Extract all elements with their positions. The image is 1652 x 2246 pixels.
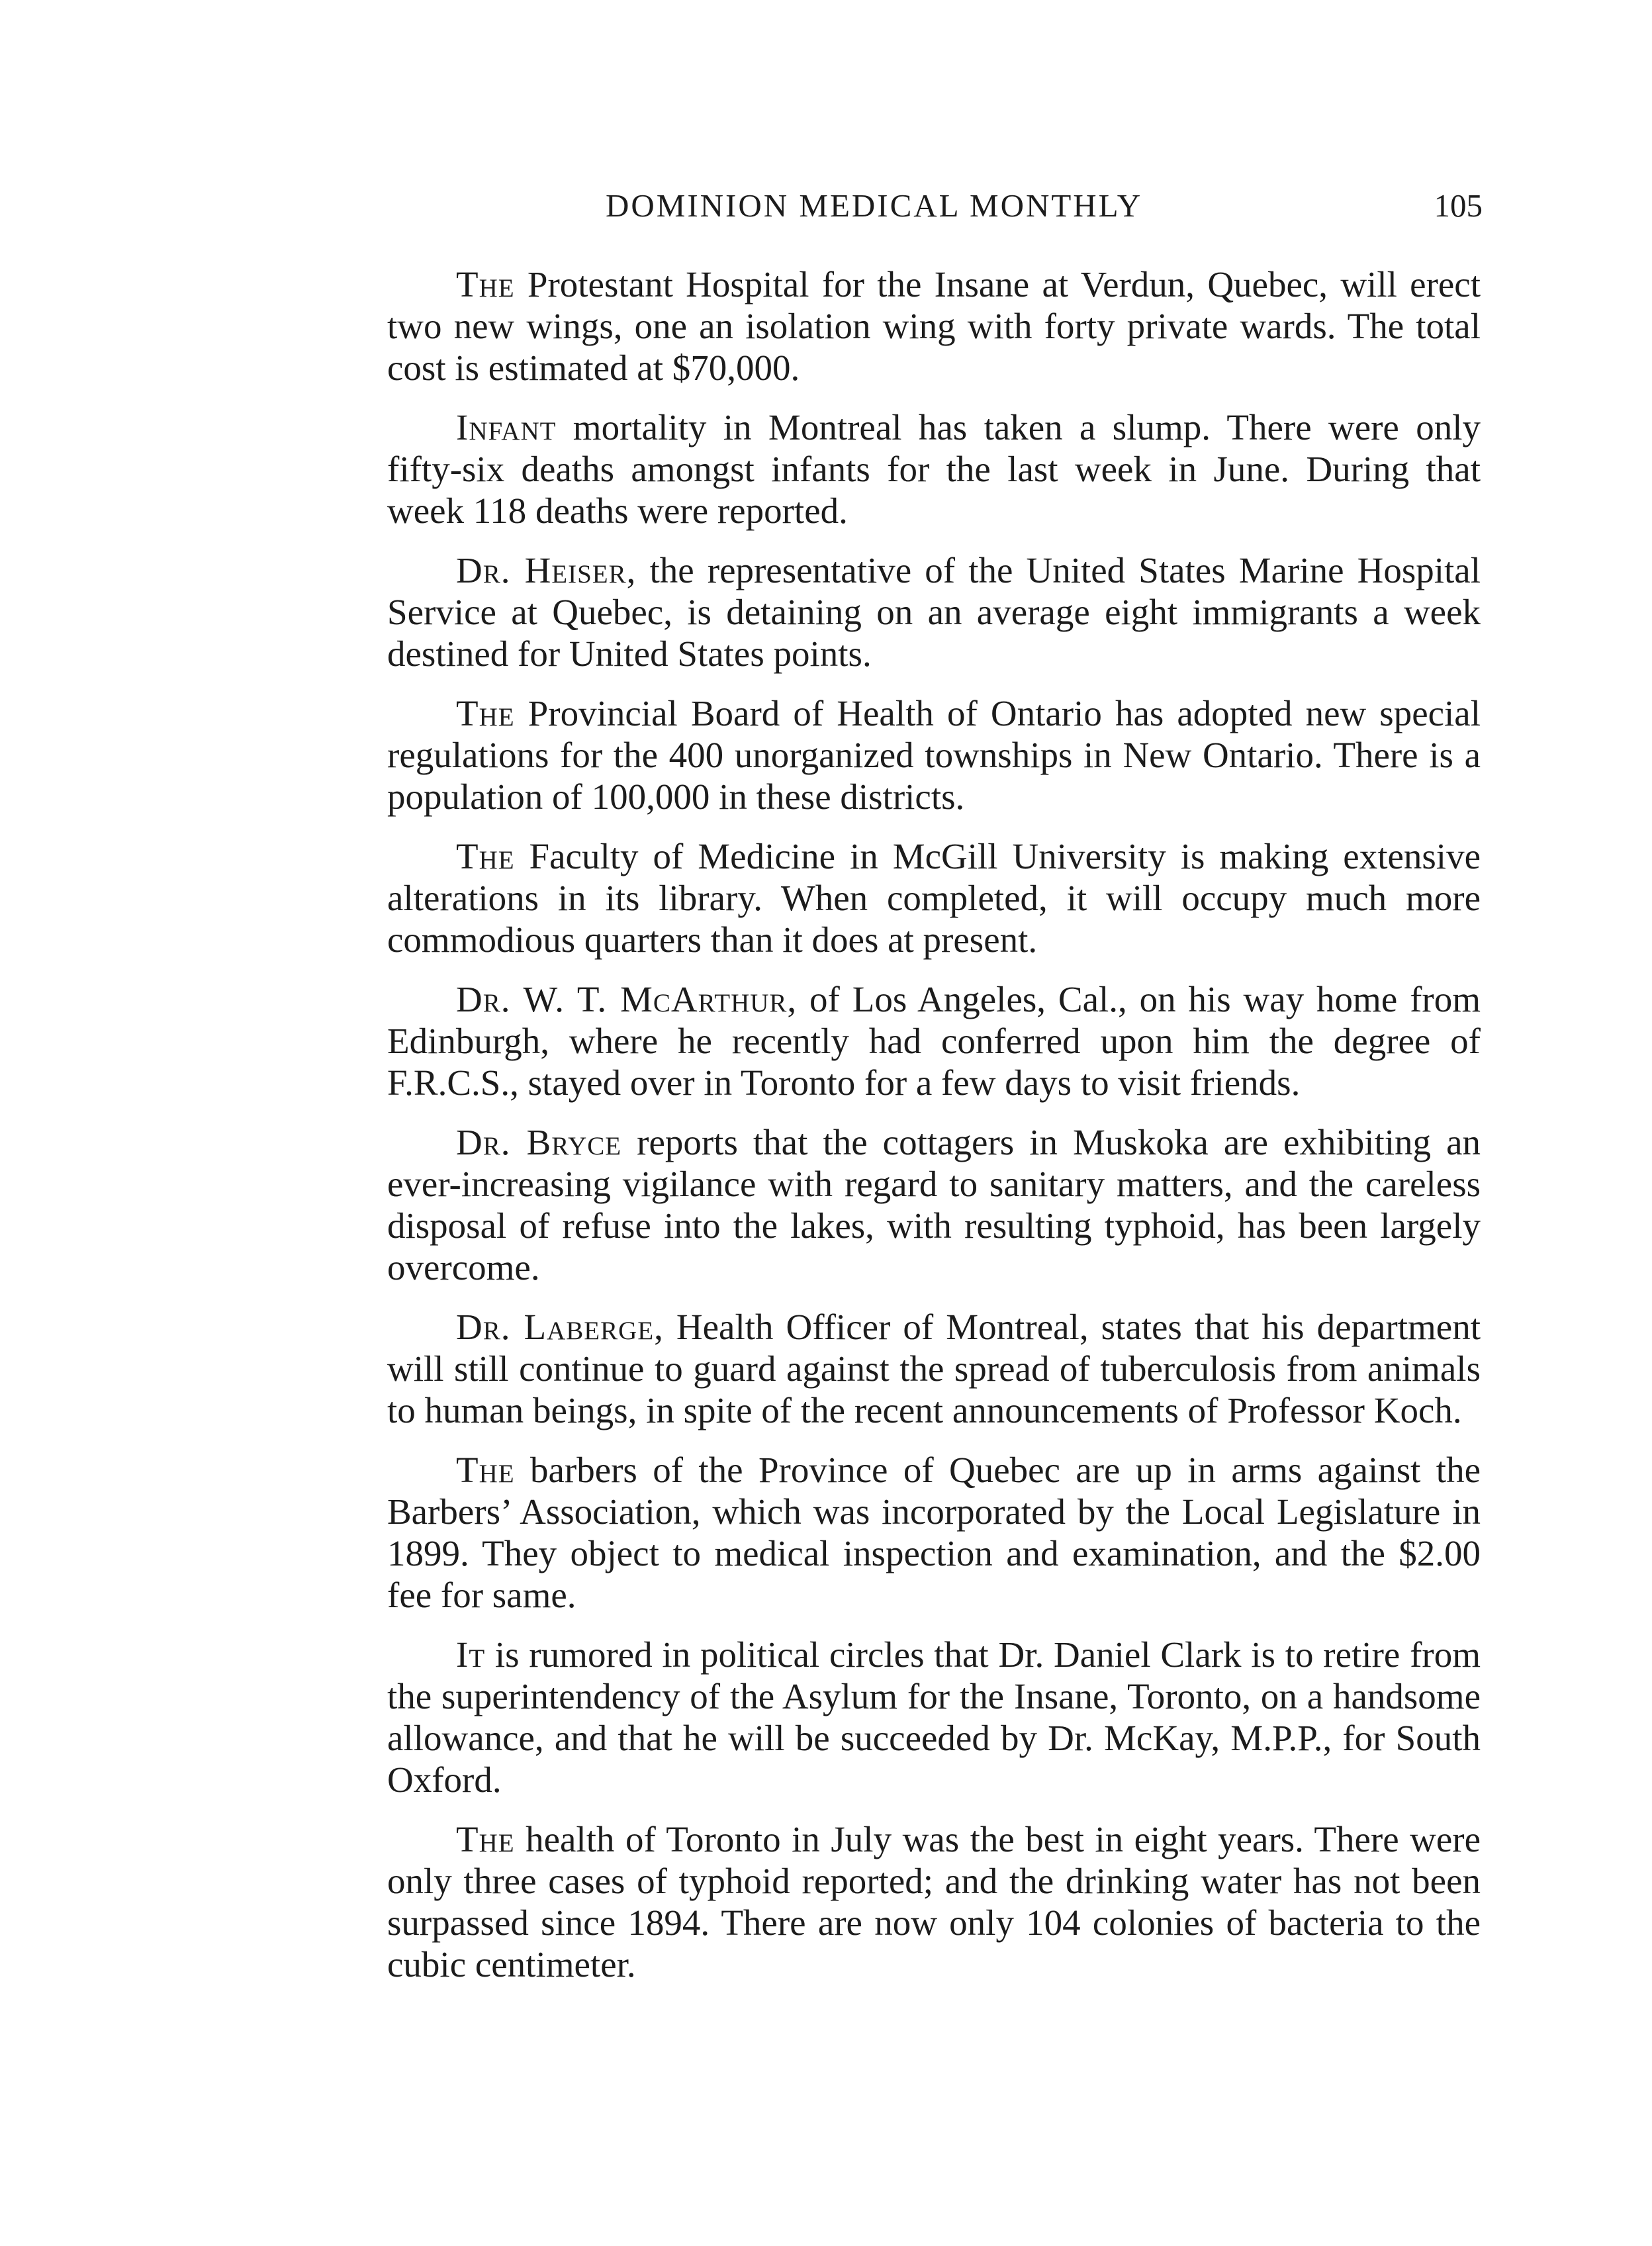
paragraph-text: is rumored in political circles that Dr. Daniel Clark is to retire from the superintendency of the Asylum for the Insane, Toronto, on a handsome allowance, and that he will be succeeded by Dr. McKay, M.P.P., for South Oxford.	[387, 1634, 1481, 1800]
paragraph-text: mortality in Montreal has taken a slump. There were only fifty-six deaths amongst infants for the last week in June. During that week 118 deaths were reported.	[387, 407, 1481, 531]
paragraph-text: of Los Angeles, Cal., on his way home from Edinburgh, where he recently had conferred upon him the degree of F.R.C.S., stayed over in Toronto for a few days to visit friends.	[387, 979, 1481, 1103]
paragraph-lead: The	[456, 836, 515, 876]
paragraph-lead: It	[456, 1634, 486, 1675]
paragraph-infant-mortality	[387, 406, 1481, 532]
article-body	[387, 263, 1481, 2003]
paragraph-text: the representative of the United States Marine Hospital Service at Quebec, is detaining on an average eight immigrants a week destined for United States points.	[387, 550, 1481, 674]
paragraph-dr-laberge	[387, 1306, 1481, 1431]
paragraph-dr-bryce	[387, 1121, 1481, 1288]
paragraph-text: Health Officer of Montreal, states that his department will still continue to guard against the spread of tuberculosis from animals to human beings, in spite of the recent announcements of Professor Koch.	[387, 1307, 1481, 1430]
paragraph-text: barbers of the Province of Quebec are up in arms against the Barbers’ Association, which was incorporated by the Local Legislature in 1899. They object to medical inspection and examination, and the $2.00 fee for same.	[387, 1450, 1481, 1615]
paragraph-lead: Dr. W. T. McArthur,	[456, 979, 798, 1019]
paragraph-text: reports that the cottagers in Muskoka are exhibiting an ever-increasing vigilance with regard to sanitary matters, and the careless disposal of refuse into the lakes, with resulting typhoid, has been largely overcome.	[387, 1122, 1481, 1287]
paragraph-lead: Dr. Bryce	[456, 1122, 622, 1162]
paragraph-lead: The	[456, 1450, 515, 1490]
paragraph-dr-clark	[387, 1634, 1481, 1801]
paragraph-lead: The	[456, 1819, 515, 1859]
paragraph-lead: Dr. Laberge,	[456, 1307, 664, 1347]
paragraph-lead: The	[456, 693, 515, 733]
paragraph-dr-heiser	[387, 549, 1481, 675]
paragraph-mcgill-faculty	[387, 835, 1481, 960]
paragraph-quebec-barbers	[387, 1449, 1481, 1616]
paragraph-text: Provincial Board of Health of Ontario has adopted new special regulations for the 400 unorganized townships in New Ontario. There is a population of 100,000 in these districts.	[387, 693, 1481, 817]
running-title: DOMINION MEDICAL MONTHLY	[606, 187, 1143, 224]
paragraph-lead: Dr. Heiser,	[456, 550, 637, 590]
paragraph-provincial-board	[387, 692, 1481, 818]
paragraph-dr-mcarthur	[387, 978, 1481, 1103]
paragraph-verdun-hospital	[387, 263, 1481, 389]
running-header	[387, 187, 1483, 233]
paragraph-text: Protestant Hospital for the Insane at Verdun, Quebec, will erect two new wings, one an isolation wing with forty private wards. The total cost is estimated at $70,000.	[387, 264, 1481, 388]
paragraph-toronto-health	[387, 1818, 1481, 1985]
paragraph-lead: Infant	[456, 407, 557, 447]
paragraph-text: Faculty of Medicine in McGill University is making extensive alterations in its library. When completed, it will occupy much more commodious quarters than it does at present.	[387, 836, 1481, 960]
paragraph-text: health of Toronto in July was the best in eight years. There were only three cases of typhoid reported; and the drinking water has not been surpassed since 1894. There are now only 104 colonies of bacteria to the cubic centimeter.	[387, 1819, 1481, 1985]
page-number: 105	[1434, 187, 1483, 224]
paragraph-lead: The	[456, 264, 515, 304]
